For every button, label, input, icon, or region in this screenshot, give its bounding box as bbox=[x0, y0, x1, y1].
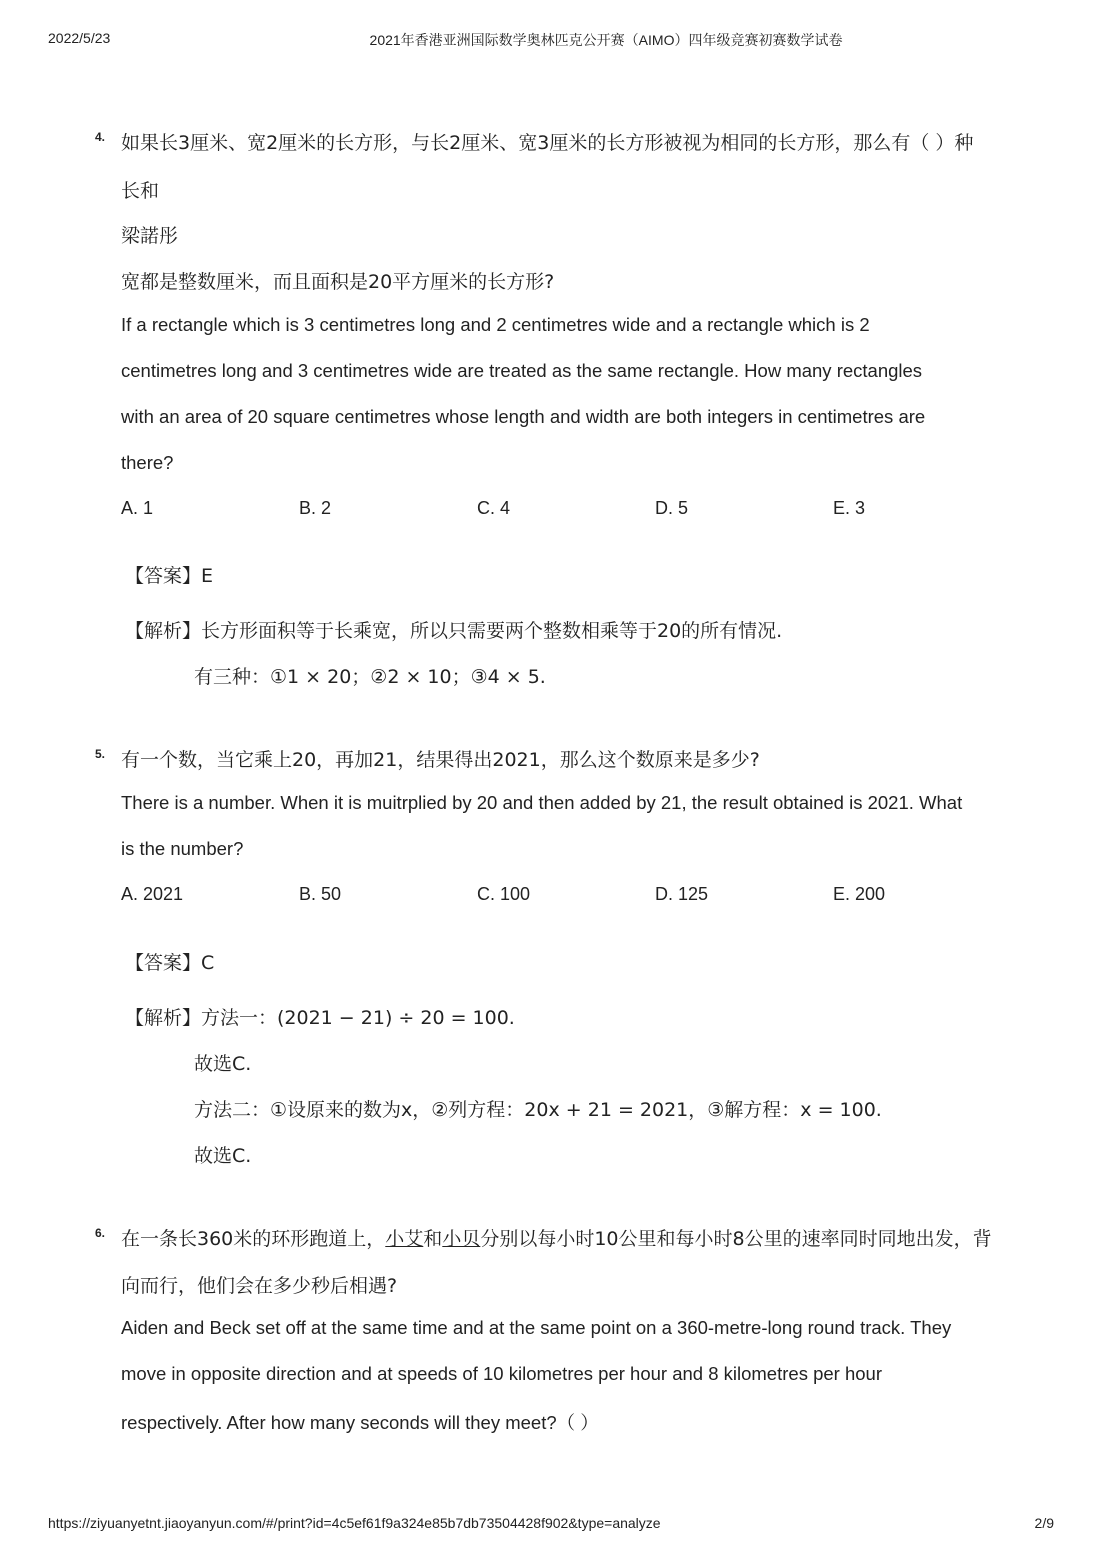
text-segment: 和 bbox=[423, 1228, 443, 1250]
question-text-en: with an area of 20 square centimetres whose length and width are both integers in centimetres are bbox=[121, 406, 926, 427]
option-c: C. 4 bbox=[477, 498, 511, 518]
question-number: 6. bbox=[95, 1226, 106, 1240]
question-text-en: move in opposite direction and at speeds of 10 kilometres per hour and 8 kilometres per hour bbox=[121, 1363, 882, 1384]
footer-url: https://ziyuanyetnt.jiaoyanyun.com/#/print?id=4c5ef61f9a324e85b7db73504428f902&type=analyze bbox=[48, 1515, 661, 1531]
question-text-cn: 有一个数，当它乘上20，再加21，结果得出2021，那么这个数原来是多少? bbox=[121, 749, 760, 771]
option-d: D. 5 bbox=[655, 498, 689, 518]
option-a: A. 1 bbox=[121, 498, 154, 518]
analysis-detail: 方法二：①设原来的数为x，②列方程：20x + 21 = 2021，③解方程：x = 100. bbox=[194, 1099, 882, 1121]
option-e: E. 200 bbox=[833, 884, 886, 904]
footer-page-number: 2/9 bbox=[1034, 1515, 1054, 1531]
question-number: 4. bbox=[95, 130, 106, 144]
option-d: D. 125 bbox=[655, 884, 709, 904]
question-text-cn: 向而行，他们会在多少秒后相遇? bbox=[121, 1275, 398, 1297]
question-text-en: Aiden and Beck set off at the same time and at the same point on a 360-metre-long round track. They bbox=[121, 1317, 952, 1338]
person-name: 小贝 bbox=[442, 1228, 481, 1250]
option-b: B. 2 bbox=[299, 498, 332, 518]
analysis-detail: 故选C. bbox=[194, 1145, 252, 1167]
text-segment: 分别以每小时10公里和每小时8公里的速率同时同地出发，背 bbox=[480, 1228, 992, 1250]
header-date: 2022/5/23 bbox=[48, 30, 111, 46]
question-text-cn: 宽都是整数厘米，而且面积是20平方厘米的长方形? bbox=[121, 271, 555, 293]
question-text-en: respectively. After how many seconds will they meet?（ ） bbox=[121, 1412, 599, 1433]
answer: 【答案】E bbox=[125, 565, 214, 587]
person-name: 小艾 bbox=[385, 1228, 424, 1250]
analysis-detail: 故选C. bbox=[194, 1053, 252, 1075]
question-text-en: There is a number. When it is muitrplied by 20 and then added by 21, the result obtained is 2021. What bbox=[121, 792, 963, 813]
analysis: 【解析】方法一：(2021 − 21) ÷ 20 = 100. bbox=[125, 1007, 515, 1029]
analysis: 【解析】长方形面积等于长乘宽，所以只需要两个整数相乘等于20的所有情况. bbox=[125, 620, 783, 642]
question-text-cn: 如果长3厘米、宽2厘米的长方形，与长2厘米、宽3厘米的长方形被视为相同的长方形，那么有（ ）种 bbox=[121, 132, 974, 154]
question-text-en: there? bbox=[121, 452, 174, 473]
question-text-en: If a rectangle which is 3 centimetres long and 2 centimetres wide and a rectangle which is 2 bbox=[121, 314, 870, 335]
question-text-cn: 长和 bbox=[121, 180, 160, 202]
question-text-en: is the number? bbox=[121, 838, 244, 859]
question-text-en: centimetres long and 3 centimetres wide are treated as the same rectangle. How many rectangles bbox=[121, 360, 923, 381]
text-segment: 在一条长360米的环形跑道上， bbox=[121, 1228, 386, 1250]
watermark-name: 梁諾彤 bbox=[121, 225, 179, 247]
option-b: B. 50 bbox=[299, 884, 342, 904]
option-e: E. 3 bbox=[833, 498, 866, 518]
answer: 【答案】C bbox=[125, 952, 215, 974]
question-text-cn bbox=[121, 1224, 992, 1251]
option-a: A. 2021 bbox=[121, 884, 184, 904]
option-c: C. 100 bbox=[477, 884, 531, 904]
analysis-detail: 有三种：①1 × 20；②2 × 10；③4 × 5. bbox=[194, 666, 546, 688]
question-number: 5. bbox=[95, 747, 106, 761]
header-title: 2021年香港亚洲国际数学奥林匹克公开赛（AIMO）四年级竞赛初赛数学试卷 bbox=[369, 32, 843, 48]
